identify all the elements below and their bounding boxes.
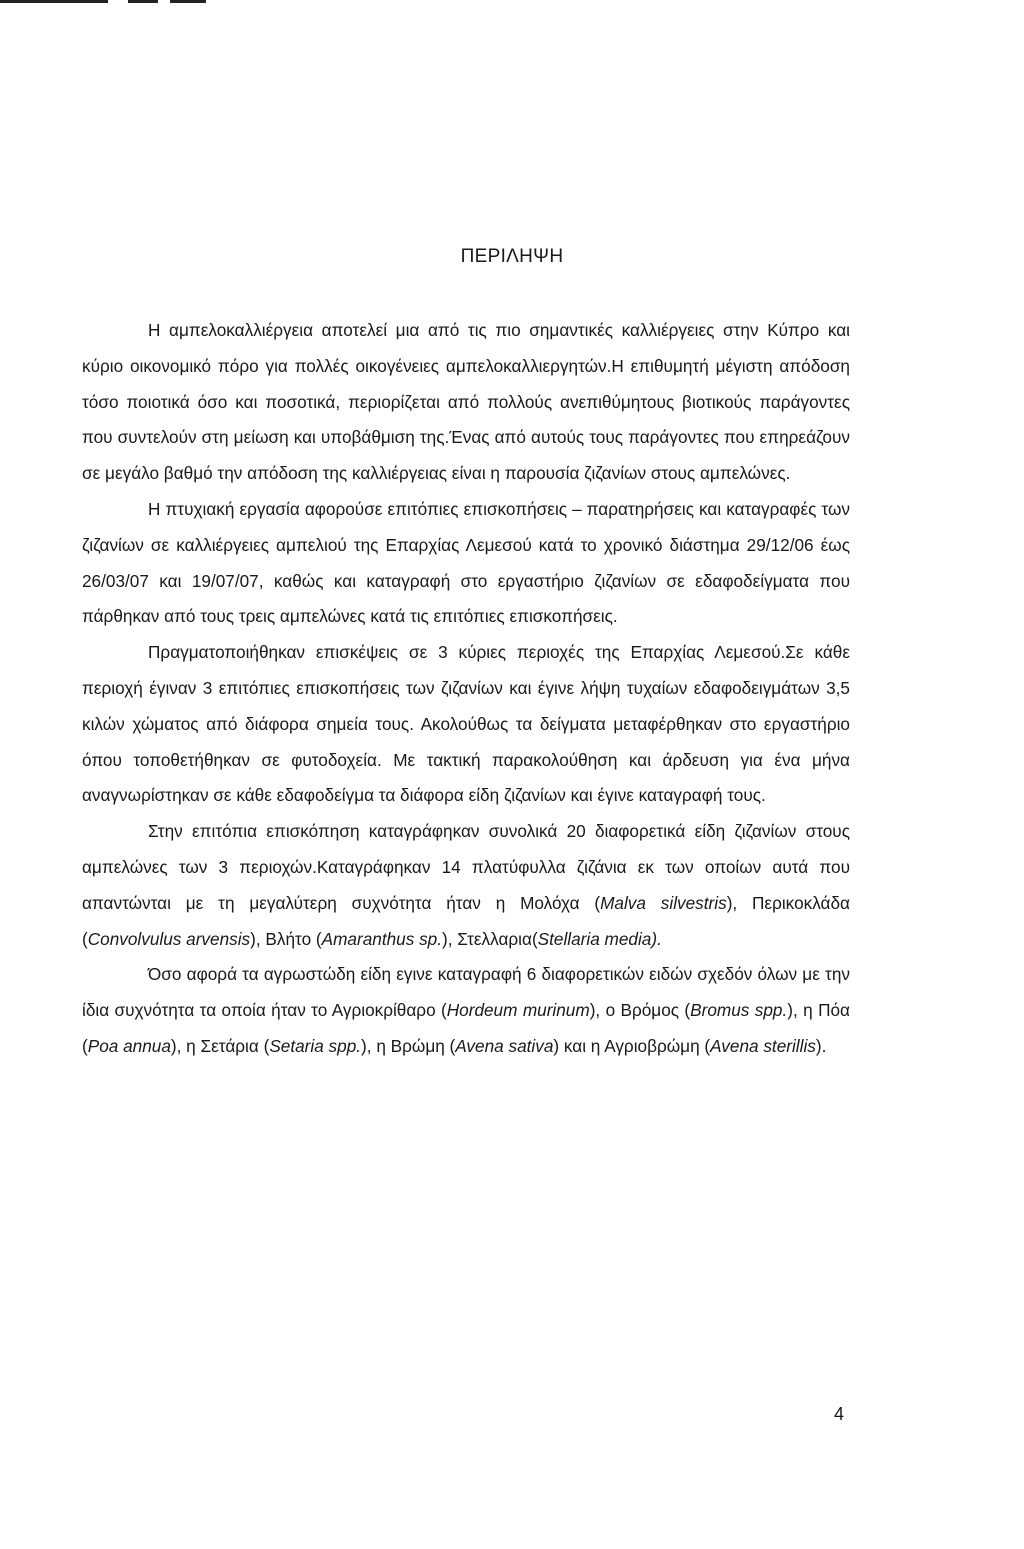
paragraph-text: ). bbox=[815, 1035, 827, 1056]
summary-paragraph bbox=[82, 313, 850, 492]
paragraph-text: ), Περικοκλάδα ( bbox=[82, 892, 850, 949]
species-name: Setaria spp. bbox=[269, 1035, 362, 1056]
species-name: Convolvulus arvensis bbox=[87, 928, 251, 949]
page-title: ΠΕΡΙΛΗΨΗ bbox=[460, 246, 564, 267]
top-rule bbox=[170, 0, 206, 3]
species-name: Avena sativa bbox=[455, 1035, 554, 1056]
summary-paragraph bbox=[82, 492, 850, 635]
species-name: Bromus spp. bbox=[690, 1000, 788, 1021]
top-rule bbox=[128, 0, 158, 3]
paragraph-text: ), ο Βρόμος ( bbox=[589, 1000, 691, 1021]
paragraph-text: ), Βλήτο ( bbox=[250, 928, 322, 949]
paragraph-text: Όσο αφορά τα αγρωστώδη είδη εγινε καταγραφή 6 διαφορετικών ειδών σχεδόν όλων με την ίδια συχνότητα τα οποία ήταν το Αγριοκρίθαρο ( bbox=[82, 964, 850, 1021]
summary-paragraph bbox=[82, 635, 850, 814]
paragraph-text: Πραγματοποιήθηκαν επισκέψεις σε 3 κύριες περιοχές της Επαρχίας Λεμεσού.Σε κάθε περιοχή έγιναν 3 επιτόπιες επισκοπήσεις των ζιζανίων και έγινε λήψη τυχαίων εδαφοδειγμάτων 3,5 κιλών χώματος από διάφορα σημεία τους. Ακολούθως τα δείγματα μεταφέρθηκαν στο εργαστήριο όπου τοποθετήθηκαν σε φυτοδοχεία. Με τακτική παρακολούθηση και άρδευση για ένα μήνα αναγνωρίστηκαν σε κάθε εδαφοδείγμα τα διάφορα είδη ζιζανίων και έγινε καταγραφή τους. bbox=[82, 642, 850, 806]
summary-paragraph bbox=[82, 957, 850, 1064]
species-name: Malva silvestris bbox=[600, 892, 727, 913]
paragraph-text: Η πτυχιακή εργασία αφορούσε επιτόπιες επισκοπήσεις – παρατηρήσεις και καταγραφές των ζιζανίων σε καλλιέργειες αμπελιού της Επαρχίας Λεμεσού κατά το χρονικό διάστημα 29/12/06 έως 26/03/07 και 19/07/07, καθώς και καταγραφή στο εργαστήριο ζιζανίων σε εδαφοδείγματα που πάρθηκαν από τους τρεις αμπελώνες κατά τις επιτόπιες επισκοπήσεις. bbox=[82, 498, 850, 627]
species-name: Amaranthus sp. bbox=[321, 928, 443, 949]
species-name: Hordeum murinum bbox=[446, 1000, 590, 1021]
top-rule bbox=[0, 0, 108, 3]
page-number: 4 bbox=[834, 1404, 845, 1424]
paragraph-text: ), η Βρώμη ( bbox=[361, 1035, 456, 1056]
summary-paragraph bbox=[82, 814, 850, 957]
species-name: Stellaria media). bbox=[537, 928, 662, 949]
summary-body bbox=[82, 313, 850, 1065]
paragraph-text: Στην επιτόπια επισκόπηση καταγράφηκαν συνολικά 20 διαφορετικά είδη ζιζανίων στους αμπελώνες των 3 περιοχών.Καταγράφηκαν 14 πλατύφυλλα ζιζάνια εκ των οποίων αυτά που απαντώνται με τη μεγαλύτερη συχνότητα ήταν η Μολόχα ( bbox=[82, 821, 850, 913]
paragraph-text: ), η Πόα ( bbox=[82, 1000, 850, 1056]
species-name: Poa annua bbox=[87, 1035, 171, 1056]
paragraph-text: Η αμπελοκαλλιέργεια αποτελεί μια από τις πιο σημαντικές καλλιέργειες στην Κύπρο και κύριο οικονομικό πόρο για πολλές οικογένειες αμπελοκαλλιεργητών.Η επιθυμητή μέγιστη απόδοση τόσο ποιοτικά όσο και ποσοτικά, περιορίζεται από πολλούς ανεπιθύμητους βιοτικούς παράγοντες που συντελούν στη μείωση και υποβάθμιση της.Ένας από αυτούς τους παράγοντες που επηρεάζουν σε μεγάλο βαθμό την απόδοση της καλλιέργειας είναι η παρουσία ζιζανίων στους αμπελώνες. bbox=[82, 320, 850, 484]
paragraph-text: ), Στελλαρια( bbox=[442, 928, 538, 949]
paragraph-text: ), η Σετάρια ( bbox=[170, 1035, 270, 1056]
species-name: Avena sterillis bbox=[710, 1035, 816, 1056]
paragraph-text: ) και η Αγριοβρώμη ( bbox=[553, 1035, 711, 1056]
